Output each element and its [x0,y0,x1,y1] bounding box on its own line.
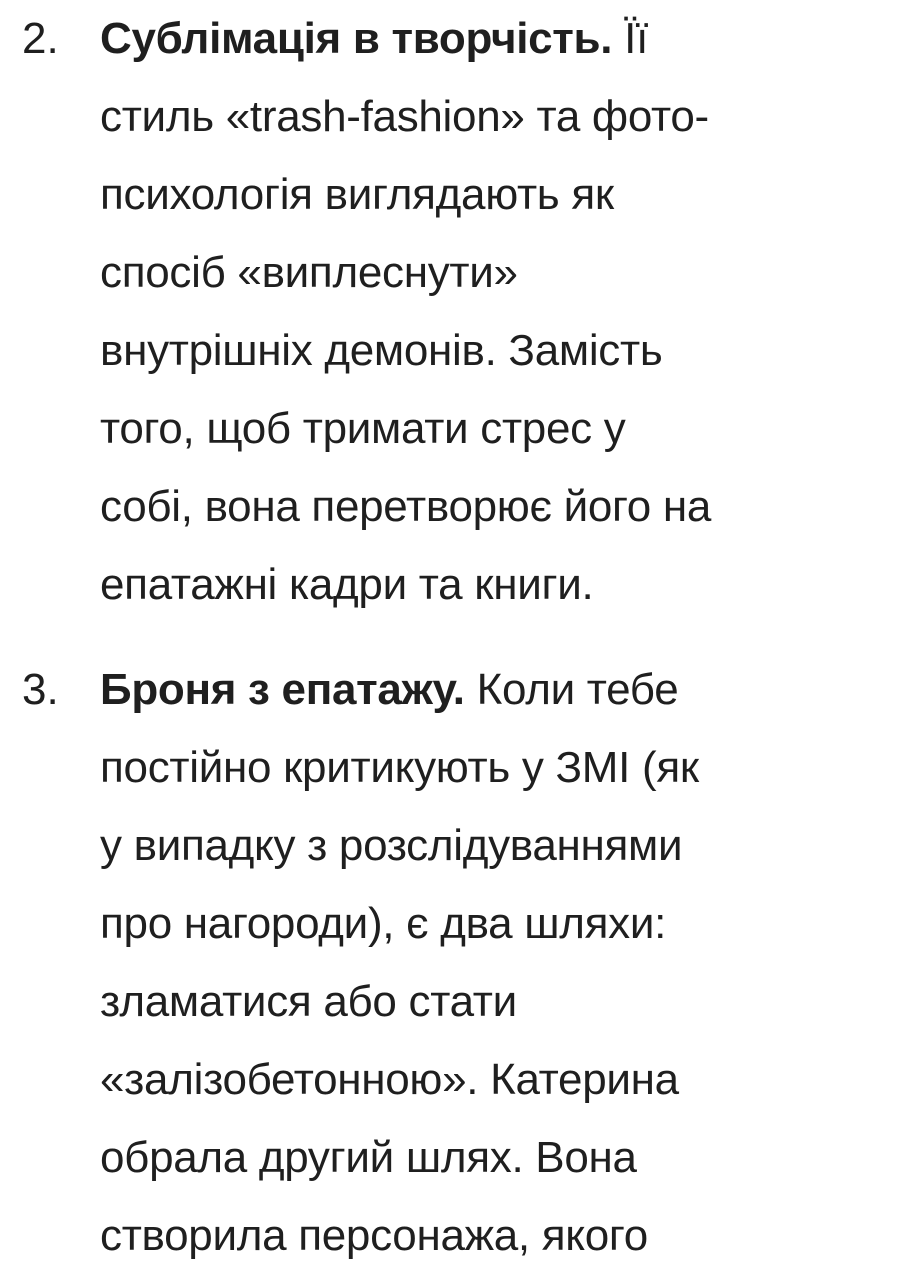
list-item-line: того, щоб тримати стрес у [100,404,626,453]
list-item-line: у випадку з розслідуваннями [100,821,683,870]
list-item-line: «залізобетонною». Катерина [100,1055,679,1104]
list-item-heading: Сублімація в творчість. [100,14,613,63]
list-item-number: 2. [22,14,59,63]
list-item-text: Коли тебе [476,665,679,714]
list-item-line: створила персонажа, якого [100,1211,648,1260]
list-item-line: стиль «trash-fashion» та фото- [100,92,709,141]
list-item-line: зламатися або стати [100,977,517,1026]
list-item-line [100,0,648,78]
list-item-line [100,651,678,729]
list-item-line: постійно критикують у ЗМІ (як [100,743,699,792]
list-item-line: спосіб «виплеснути» [100,248,518,297]
list-item-line: про нагороди), є два шляхи: [100,899,667,948]
list-item-line: епатажні кадри та книги. [100,560,594,609]
list-item-line: собі, вона перетворює його на [100,482,712,531]
list-item-line: внутрішніх демонів. Замість [100,326,663,375]
list-item-heading: Броня з епатажу. [100,665,465,714]
list-item-line: обрала другий шлях. Вона [100,1133,637,1182]
list-item-number: 3. [22,665,59,714]
list-item-line: психологія виглядають як [100,170,614,219]
list-item-text: Її [624,14,649,63]
